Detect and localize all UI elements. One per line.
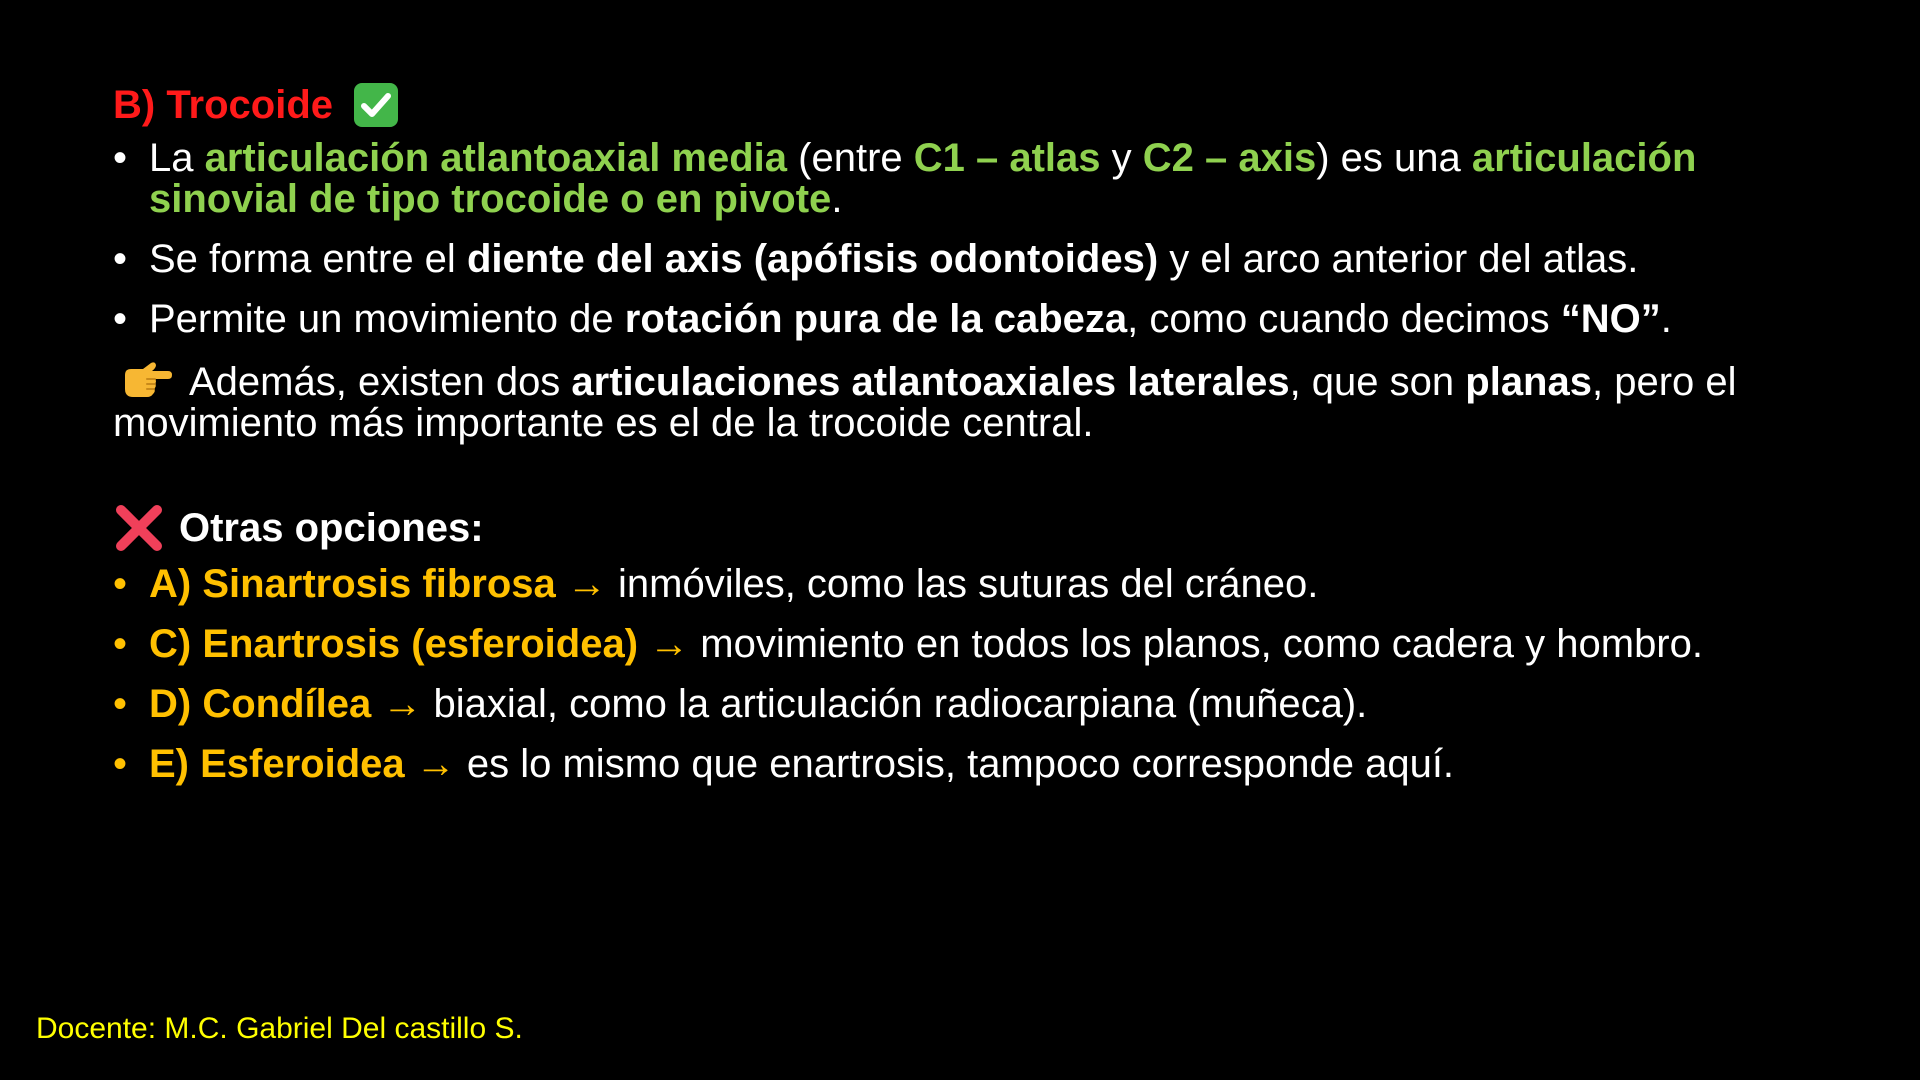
bullet-dot: •	[113, 682, 128, 726]
option-item	[113, 744, 1813, 785]
bullet-text: .	[831, 177, 843, 221]
note-text: , pero el movimiento más importante es el de la trocoide central.	[113, 360, 1737, 445]
highlight-text: articulación sinovial de tipo trocoide o en pivote	[149, 136, 1697, 221]
bullet-dot: •	[113, 622, 128, 666]
highlight-text: articulación atlantoaxial media	[204, 136, 788, 180]
note-text: Además, existen dos	[189, 360, 572, 404]
bullet-text: ) es una	[1316, 136, 1472, 180]
check-mark-icon	[353, 82, 399, 128]
cross-mark-icon	[113, 502, 165, 554]
bullet-text: (entre	[787, 136, 914, 180]
section-b-heading	[113, 82, 1813, 128]
bullet-text: , como cuando decimos	[1127, 297, 1561, 341]
bold-text: diente del axis (apófisis odontoides)	[466, 237, 1159, 281]
option-text: es lo mismo que enartrosis, tampoco corresponde aquí.	[455, 742, 1455, 786]
highlight-text: C2 – axis	[1142, 136, 1317, 180]
other-options-title: Otras opciones:	[179, 506, 484, 550]
bullet-text: y el arco anterior del atlas.	[1158, 237, 1639, 281]
trocoide-bullet-list	[113, 138, 1813, 340]
other-options-heading	[113, 502, 1813, 554]
option-item	[113, 624, 1813, 665]
bullet-dot: •	[113, 237, 128, 281]
option-label: E) Esferoidea →	[149, 742, 456, 786]
footer-credit: Docente: M.C. Gabriel Del castillo S.	[36, 1012, 523, 1045]
note-text: , que son	[1289, 360, 1466, 404]
spacer	[113, 444, 1813, 502]
bullet-dot: •	[113, 297, 128, 341]
bold-text: rotación pura de la cabeza	[624, 297, 1128, 341]
option-item	[113, 684, 1813, 725]
highlight-text: C1 – atlas	[913, 136, 1101, 180]
bullet-item	[113, 138, 1813, 220]
slide-content	[113, 82, 1813, 804]
note-paragraph	[113, 359, 1813, 444]
bold-text: articulaciones atlantoaxiales laterales	[571, 360, 1290, 404]
bullet-dot: •	[113, 742, 128, 786]
option-label: C) Enartrosis (esferoidea) →	[149, 622, 690, 666]
option-label: A) Sinartrosis fibrosa →	[149, 562, 607, 606]
section-b-title: B) Trocoide	[113, 83, 334, 127]
bullet-item	[113, 239, 1813, 280]
option-text: movimiento en todos los planos, como cadera y hombro.	[689, 622, 1703, 666]
bullet-text: Se forma entre el	[149, 237, 467, 281]
option-text: inmóviles, como las suturas del cráneo.	[606, 562, 1319, 606]
bold-text: “NO”	[1560, 297, 1661, 341]
option-text: biaxial, como la articulación radiocarpiana (muñeca).	[422, 682, 1368, 726]
bullet-text: y	[1100, 136, 1143, 180]
option-label: D) Condílea →	[149, 682, 423, 726]
other-options-list	[113, 564, 1813, 785]
pointing-hand-icon	[121, 359, 173, 401]
option-item	[113, 564, 1813, 605]
bullet-dot: •	[113, 136, 128, 180]
bullet-item	[113, 299, 1813, 340]
bold-text: planas	[1465, 360, 1592, 404]
bullet-text: La	[149, 136, 205, 180]
bullet-text: Permite un movimiento de	[149, 297, 625, 341]
bullet-text: .	[1660, 297, 1672, 341]
bullet-dot: •	[113, 562, 128, 606]
